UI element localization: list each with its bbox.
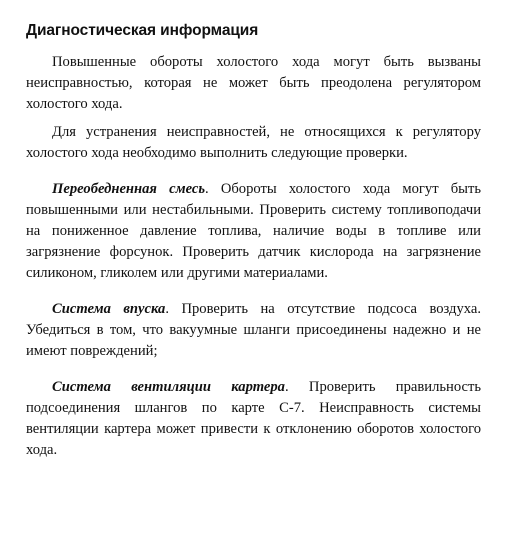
paragraph-text: . Проверить на отсутствие подсоса воздуха. Убедиться в том, что вакуумные шланги присоединены надежно и не имеют повреждений; <box>26 301 481 359</box>
section-title: Диагностическая информация <box>26 22 259 39</box>
paragraph-crankcase-ventilation <box>26 377 481 461</box>
paragraph-lead: Переобедненная смесь <box>52 181 206 197</box>
paragraph-text: Повышенные обороты холостого хода могут быть вызваны неисправностью, которая не может быть преодолена регулятором холостого хода. <box>26 54 481 112</box>
paragraph-text: . Обороты холостого хода могут быть повышенными или нестабильными. Проверить систему топливоподачи на пониженное давление топлива, наличие воды в топливе или загрязнение форсунок. Проверить датчик кислорода на загрязнение силиконом, гликолем или другими материалами. <box>26 181 482 281</box>
paragraph-intro <box>26 52 481 115</box>
paragraph-lean-mixture <box>26 179 481 284</box>
paragraph-lead: Система вентиляции картера <box>52 379 285 395</box>
paragraph-text: . Проверить правильность подсоединения шлангов по карте С-7. Неисправность системы вентиляции картера может привести к отклонению оборотов холостого хода. <box>26 379 481 458</box>
paragraph-lead: Система впуска <box>52 301 166 317</box>
paragraph-intake-system <box>26 299 481 362</box>
document-page <box>26 20 481 461</box>
paragraph-text: Для устранения неисправностей, не относящихся к регулятору холостого хода необходимо выполнить следующие проверки. <box>26 124 481 161</box>
paragraph-instructions <box>26 122 481 164</box>
